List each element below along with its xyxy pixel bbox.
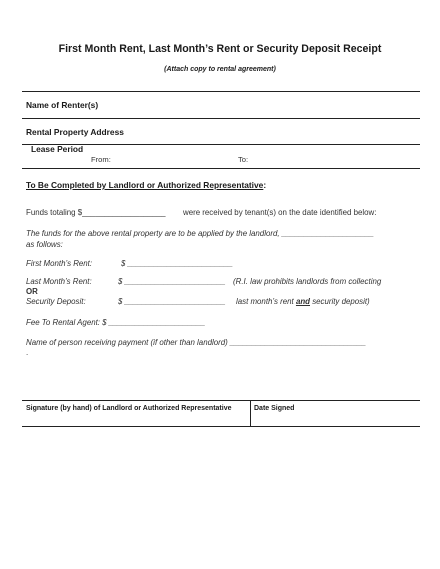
last-month-field[interactable]: $ _______________________ xyxy=(118,277,226,286)
divider xyxy=(22,91,420,92)
law-note-pre: last month’s rent xyxy=(236,297,294,306)
law-note-line-1: (R.I. law prohibits landlords from collecting xyxy=(233,277,382,286)
funds-suffix: were received by tenant(s) on the date identified below: xyxy=(183,208,377,217)
date-signed-label[interactable]: Date Signed xyxy=(254,405,295,412)
first-month-label: First Month’s Rent: xyxy=(26,259,93,268)
section-heading-text: To Be Completed by Landlord or Authorized Representative xyxy=(26,180,264,190)
section-heading-colon: : xyxy=(263,180,267,190)
renter-label: Name of Renter(s) xyxy=(26,100,99,110)
landlord-section-heading xyxy=(26,180,266,190)
renter-field-line[interactable] xyxy=(22,118,420,119)
from-label: From: xyxy=(91,155,111,164)
to-label: To: xyxy=(238,155,249,164)
last-month-label: Last Month’s Rent: xyxy=(26,277,92,286)
security-deposit-field[interactable]: $ _______________________ xyxy=(118,297,226,306)
lease-field-line[interactable] xyxy=(22,168,420,169)
applied-line-2: as follows: xyxy=(26,240,63,249)
signature-divider xyxy=(250,400,251,426)
signature-top-line xyxy=(22,400,420,401)
stray-dot: . xyxy=(26,348,29,357)
address-label: Rental Property Address xyxy=(26,127,124,137)
signature-bottom-line xyxy=(22,426,420,427)
receiver-field[interactable]: Name of person receiving payment (if other than landlord) _______________________________ xyxy=(26,338,366,347)
applied-line-1[interactable]: The funds for the above rental property are to be applied by the landlord, _____________________ xyxy=(26,229,374,238)
signature-label[interactable]: Signature (by hand) of Landlord or Authorized Representative xyxy=(26,405,232,412)
law-note-post: security deposit) xyxy=(312,297,370,306)
fee-field[interactable]: Fee To Rental Agent: $ ______________________ xyxy=(26,318,206,327)
funds-prefix[interactable]: Funds totaling $___________________ xyxy=(26,208,166,217)
or-label: OR xyxy=(26,287,38,296)
lease-period-label: Lease Period xyxy=(31,144,84,154)
page-title: First Month Rent, Last Month’s Rent or Security Deposit Receipt xyxy=(58,43,382,55)
page-subtitle: (Attach copy to rental agreement) xyxy=(164,66,276,73)
security-deposit-label: Security Deposit: xyxy=(26,297,86,306)
law-note-and: and xyxy=(295,297,310,306)
law-note-line-2 xyxy=(236,297,370,306)
first-month-field[interactable]: $ ________________________ xyxy=(121,259,233,268)
